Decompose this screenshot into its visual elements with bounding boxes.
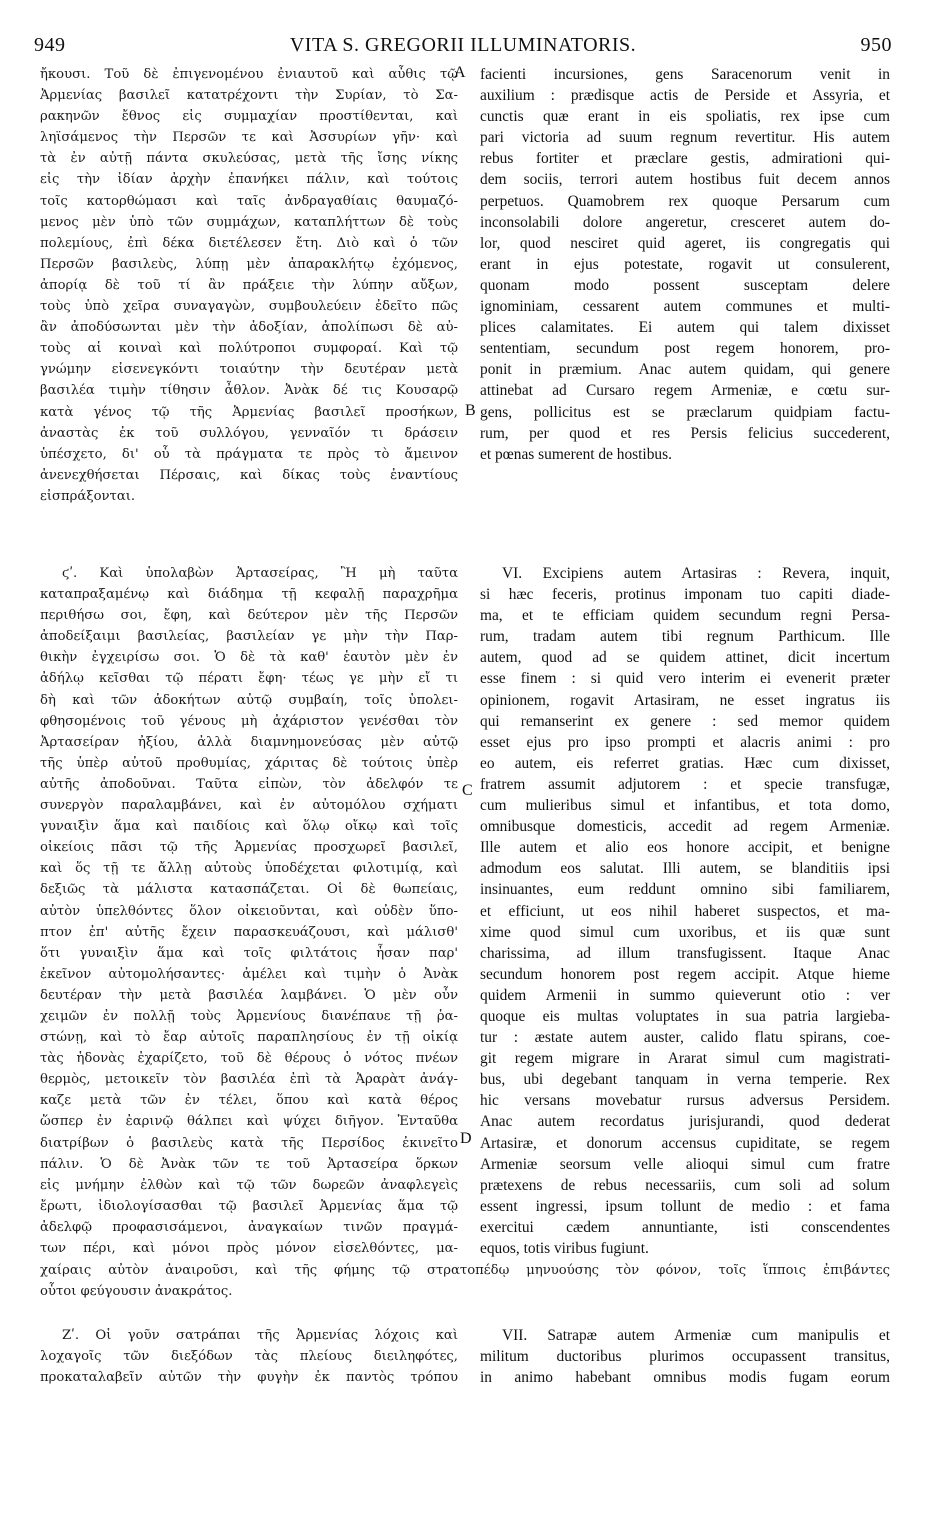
greek-line: εἰς τὴν ἰδίαν ἀρχὴν ἐπανήκει πάλιν, καὶ τούτοις — [40, 172, 458, 188]
latin-line: quidem Armenii in summo quieverunt otio : ver — [480, 986, 890, 1004]
margin-marker-c: C — [462, 782, 473, 799]
greek-line: δεξιῶς τὰ μάλιστα κατασπάζεται. Οἱ δὲ θωπείαις, — [40, 882, 458, 898]
greek-line: δὴ καὶ τῶν ἀδοκήτων αὐτῷ συμβαίη, τοῖς ὑπολει- — [40, 692, 458, 708]
latin-line: sententiam, secundum post regem honorem, pro- — [480, 340, 890, 358]
latin-line: xime quod simul cum uxoribus, et iis quæ sunt — [480, 923, 890, 941]
greek-line: Περσῶν βασιλεὺς, λύπῃ μὲν ἀπαρακλήτῳ ἐχόμενος, — [40, 256, 458, 272]
greek-line: ἀναστὰς ἐκ τοῦ συλλόγου, γενναῖόν τι δράσειν — [40, 425, 458, 441]
latin-line: opinionem, rogavit Artasiram, ne esset ingratus iis — [480, 691, 890, 709]
latin-line: attinebat ad Cursaro regem Armeniæ, e cœtu sur- — [480, 382, 890, 400]
greek-line: πτον ἐπ' αὐτῆς ἔχειν παρασκευάζουσι, καὶ μάλισθ' — [40, 924, 458, 940]
greek-line: κατὰ γένος τῷ τῆς Ἀρμενίας βασιλεῖ προσήκων, — [40, 404, 458, 420]
greek-line: δευτέραν τὴν μετὰ βασιλέα λαμβάνει. Ὁ μὲν οὖν — [40, 987, 458, 1003]
greek-line: χειμῶν ἐν πολλῇ τοὺς Ἀρμενίους διανέπαυε τῇ ῥα- — [40, 1008, 458, 1024]
greek-line: ὅτι γυναιξὶν ἅμα καὶ τοῖς φιλτάτοις ἦσαν παρ' — [40, 945, 458, 961]
greek-line: καταπραξαμένῳ καὶ διάδημα τῇ κεφαλῇ παραχρῆμα — [40, 587, 458, 603]
latin-text-block-3 — [480, 1325, 890, 1388]
greek-text-block-1 — [40, 64, 458, 507]
latin-line: secundum honorem post regem accipit. Atque hieme — [480, 965, 890, 983]
latin-line: Anac autem recordatus jurisjurandi, quod dederat — [480, 1113, 890, 1131]
latin-line: equos, totis viribus fugiunt. — [480, 1240, 649, 1257]
greek-line: Ἀρτασείραν ἠξίου, ἀλλὰ διαμνημονεύσας μὲν αὐτῷ — [40, 734, 458, 750]
greek-line: ἀνενεχθήσεται Πέρσαις, καὶ δίκας τοὺς ἐναντίους — [40, 467, 458, 483]
latin-text-block-1 — [480, 64, 890, 465]
greek-line: πάλιν. Ὁ δὲ Ἀνὰκ τῶν τε τοῦ Ἀρτασείρα ὅρκων — [40, 1156, 458, 1172]
latin-line: quoque eis multas voluptates in sua patria largieba- — [480, 1007, 890, 1025]
latin-line: essent ingressi, ipsum tollunt de medio : et fama — [480, 1197, 890, 1215]
latin-line: plices calamitates. Ei autem qui talem dixisset — [480, 319, 890, 337]
greek-line: πολεμίους, ἐπὶ δέκα διετέλεσεν ἔτη. Διὸ καὶ ὁ τῶν — [40, 235, 458, 251]
greek-line: Ζʹ. Οἱ γοῦν σατράπαι τῆς Ἀρμενίας λόχοις καὶ — [62, 1328, 458, 1343]
latin-line: lor, quod nesciret quid ageret, iis congregatis qui — [480, 234, 890, 252]
greek-line: ληϊσάμενος τὴν Περσῶν τε καὶ Ἀσσυρίων γῆν· καὶ — [40, 130, 458, 146]
latin-line: fratrem assumit adjutorem : et specie transfugæ, — [480, 775, 890, 793]
latin-line: rum, tradam autem tibi regnum Parthicum. Ille — [480, 628, 890, 646]
latin-line: admodum eos salutat. Illi autem, se blanditiis ipsi — [480, 860, 890, 878]
greek-line: τοῖς κατορθώμασι καὶ ταῖς ἀνδραγαθίαις θαυμαζό- — [40, 193, 458, 209]
latin-line: ponit in præmium. Anac autem quidam, qui genere — [480, 361, 890, 379]
greek-line: τὰ ἐν αὐτῇ πάντα σκυλεύσας, μετὰ τῆς ἴσης νίκης — [40, 151, 458, 167]
latin-line: dem sociis, terrori autem hostibus fuit decem annos — [480, 171, 890, 189]
latin-line: auxilium : prædisque actis de Perside et Assyria, et — [480, 87, 890, 105]
latin-line: omnibusque domesticis, accedit ad regem Armeniæ. — [480, 818, 890, 836]
latin-line: charissima, ad illum transfugissent. Itaque Anac — [480, 944, 890, 962]
greek-line: συνεργὸν παραλαμβάνει, καὶ ἐν αὐτομόλου σχήματι — [40, 798, 458, 814]
latin-line: ignominiam, cessarent autem communes et multi- — [480, 298, 890, 316]
greek-wide-line — [40, 1260, 890, 1302]
greek-text-block-3 — [40, 1325, 458, 1388]
greek-line: οἰκείοις πᾶσι τῷ τῆς Ἀρμενίας προσχωρεῖ βασιλεῖ, — [40, 840, 458, 856]
greek-line: θερμὸς, μετοικεῖν τὸν βασιλέα ἐπὶ τὰ Ἀραρὰτ ἀνάγ- — [40, 1072, 458, 1088]
latin-line: VI. Excipiens autem Artasiras : Revera, inquit, — [502, 565, 890, 582]
greek-line: γνώμην εἰσενεγκόντι τοιαύτην τὴν δευτέραν μετὰ — [40, 362, 458, 378]
latin-line: bus, ubi degebant tanquam in verna temperie. Rex — [480, 1071, 890, 1089]
greek-line: περιθήσω σοι, ἔφη, καὶ δεύτερον μὲν τῆς Περσῶν — [40, 608, 458, 624]
latin-line: inconsolabili dolore angeretur, cresceret autem do- — [480, 213, 890, 231]
page-header — [30, 34, 896, 60]
greek-text-block-2 — [40, 563, 458, 1259]
margin-marker-d: D — [460, 1130, 472, 1147]
latin-line: pari victoria ad suum regnum revertitur. His autem — [480, 129, 890, 147]
latin-line: esse finem : si quid vero interim ei evenerit præter — [480, 670, 890, 688]
latin-line: VII. Satrapæ autem Armeniæ cum manipulis et — [502, 1327, 890, 1344]
greek-line: αὐτῆς ἀποδοῦναι. Ταῦτα εἰπὼν, τὸν ἀδελφόν τε — [40, 776, 458, 792]
page-number-right: 950 — [860, 34, 892, 56]
greek-line: οὗτοι φεύγουσιν ἀνακράτος. — [40, 1284, 233, 1300]
greek-line: ἀποδείξαιμι βασιλείας, βασιλείαν γε μὴν τὴν Παρ- — [40, 629, 458, 645]
latin-line: esset ejus pro ipso prompti et alacris animi : pro — [480, 733, 890, 751]
latin-line: facienti incursiones, gens Saracenorum venit in — [480, 66, 890, 83]
greek-line: τῆς ὑπὲρ αὐτοῦ προθυμίας, χάριτας δὲ τούτοις ὑπὲρ — [40, 755, 458, 771]
margin-marker-a: A — [454, 64, 466, 81]
latin-line: et efficiunt, ut eos nihil haberet suspectos, et ma- — [480, 902, 890, 920]
greek-line: ρακηνῶν ἔθνος εἰς συμμαχίαν προστίθενται, καὶ — [40, 109, 458, 125]
latin-line: rebus fortiter et præclare gestis, admirationi qui- — [480, 150, 890, 168]
latin-text-block-2 — [480, 563, 890, 1259]
greek-line: τὰς ἡδονὰς ἐχαρίζετο, τοῦ δὲ θέρους ὁ νότος πνέων — [40, 1051, 458, 1067]
greek-line: των πέρι, καὶ μόνοι πρὸς μόνον εἰσελθόντες, μα- — [40, 1241, 458, 1256]
latin-line: Ille autem et alio eos honore accipit, et benigne — [480, 839, 890, 857]
latin-line: militum ductoribus plurimos occupassent transitus, — [480, 1348, 890, 1366]
greek-line: γυναιξὶν ἅμα καὶ παιδίοις καὶ ὅλῳ οἴκῳ καὶ τοῖς — [40, 819, 458, 835]
greek-line: ἐκεῖνον αὐτομολήσαντες· ἀμέλει καὶ τιμὴν ὁ Ἀνὰκ — [40, 966, 458, 982]
greek-line: διατρίβων ὁ βασιλεὺς κατὰ τῆς Περσίδος ἐκινεῖτο — [40, 1135, 458, 1151]
latin-line: autem, quod ad se quidem attinet, dicit incertum — [480, 649, 890, 667]
greek-line: ἀδελφῷ προφασισάμενοι, ἀναγκαίων τινῶν πραγμά- — [40, 1219, 458, 1235]
greek-line: μενος μὲν ὑπὸ τῶν συμμάχων, καταπλήττων δὲ τοὺς — [40, 214, 458, 230]
latin-line: qui remanserint ex genere : sed memor quidem — [480, 712, 890, 730]
greek-line: προκαταλαβεῖν αὐτῶν τὴν φυγὴν ἐκ παντὸς τρόπου — [40, 1370, 458, 1386]
latin-line: ma, et te efficiam quidem secundum regni Persa- — [480, 607, 890, 625]
latin-line: in animo habebant omnibus modis fugam eorum — [480, 1369, 890, 1387]
greek-line: ὥσπερ ἐν ἐαρινῷ θάλπει καὶ ψύχει διῆγον. Ἐνταῦθα — [40, 1114, 458, 1130]
greek-line: ϛʹ. Καὶ ὑπολαβὼν Ἀρτασείρας, Ἢ μὴ ταῦτα — [62, 566, 458, 581]
greek-line: ἤκουσι. Τοῦ δὲ ἐπιγενομένου ἐνιαυτοῦ καὶ αὖθις τῷ — [40, 67, 458, 82]
greek-line: θικὴν ἐγχειρίσω σοι. Ὁ δὲ τὰ καθ' ἑαυτὸν μὲν ἐν — [40, 650, 458, 666]
greek-line: βασιλέα τιμὴν τίθησιν ἆθλον. Ἀνὰκ δέ τις Κουσαρῷ — [40, 383, 458, 399]
greek-line: χαίραις αὐτὸν ἀναιροῦσι, καὶ τῆς φήμης τῷ στρατοπέδῳ μηνυούσης τὸν φόνον, τοῖς ἵπποις ἐπιβάντες — [40, 1263, 890, 1278]
greek-line: ἀπορίᾳ δὲ τοῦ τί ἂν πράξειε τὴν λύπην αὔξων, — [40, 277, 458, 293]
greek-line: Ἀρμενίας βασιλεῖ κατατρέχοντι τὴν Συρίαν, τὸ Σα- — [40, 88, 458, 104]
latin-line: prætexens de rebus necessariis, cum soli ad solum — [480, 1176, 890, 1194]
margin-marker-b: B — [465, 402, 476, 419]
latin-line: cunctis quæ erant in eis spoliatis, rex ipse cum — [480, 108, 890, 126]
latin-line: quonam modo possent susceptam delere — [480, 276, 890, 294]
greek-line: εἰσπράξονται. — [40, 488, 136, 504]
greek-line: λοχαγοῖς τῶν διεξόδων τὰς πλείους διειληφότες, — [40, 1349, 458, 1365]
latin-line: Artasiræ, et donorum accensus cupiditate, se regem — [480, 1134, 890, 1152]
greek-line: τοὺς ὑπὸ χεῖρα συναγαγὼν, συμβουλεύειν ἐδεῖτο πῶς — [40, 299, 458, 315]
greek-line: ἂν ἀποδύσωνται μὲν τὴν ἀδοξίαν, ἀπολίπωσι δὲ αὐ- — [40, 320, 458, 336]
latin-line: tur : æstate autem auster, calido flatu spirans, coe- — [480, 1029, 890, 1047]
latin-line: et pœnas sumerent de hostibus. — [480, 445, 672, 463]
latin-line: gens, pollicitus est se præclarum quidpiam factu- — [480, 403, 890, 421]
greek-line: ἀδήλῳ κεῖσθαι τῷ πέρατι ἔφη· τέως γε μὴν εἴ τι — [40, 671, 458, 687]
latin-line: insinuantes, eum reddunt omnino sibi familiarem, — [480, 881, 890, 899]
greek-line: καζε μετὰ τῶν ἐν τέλει, ὅπου καὶ κατὰ θέρος — [40, 1093, 458, 1109]
greek-line: καὶ ὅς τῇ τε ἄλλῃ αὐτοὺς ὑποδέχεται φιλοτιμίᾳ, καὶ — [40, 861, 458, 877]
greek-line: στώνῃ, καὶ τὸ ἔαρ αὐτοῖς παραπλησίους ἐν τῇ οἰκίᾳ — [40, 1030, 458, 1046]
greek-line: φθησομένοις τοῦ γένους μὴ ἀχάριστον γενέσθαι τὸν — [40, 713, 458, 729]
latin-line: perpetuos. Quamobrem rex quoque Persarum cum — [480, 192, 890, 210]
greek-line: αὐτὸν ὑπελθόντες ὅλον οἰκειοῦνται, καὶ οὐδὲν ὕπο- — [40, 903, 458, 919]
greek-line: τοὺς αἱ κοιναὶ καὶ πολύτροποι συμφοραί. Καὶ τῷ — [40, 341, 458, 357]
latin-line: git regem migrare in Ararat simul cum magistrati- — [480, 1050, 890, 1068]
latin-line: cum mulieribus simul et infantibus, et tota domo, — [480, 797, 890, 815]
page-number-left: 949 — [34, 34, 66, 56]
latin-line: Armeniæ seorsum velle alioqui simul cum fratre — [480, 1155, 890, 1173]
latin-line: rum, per quod et res Persis felicius succederent, — [480, 424, 890, 442]
greek-line: ὑπέσχετο, δι' οὗ τὰ πράγματα τε πρὸς τὸ ἄμεινον — [40, 446, 458, 462]
greek-line: ἔρωτι, ἰδιολογίσασθαι τῷ βασιλεῖ Ἀρμενίας ἅμα τῷ — [40, 1198, 458, 1214]
latin-line: eo autem, eis referret gratias. Hæc cum dixisset, — [480, 754, 890, 772]
latin-line: si hæc feceris, protinus imponam tuo capiti diade- — [480, 586, 890, 604]
latin-line: exercitui cædem annuntiante, isti conscendentes — [480, 1218, 890, 1236]
running-title: VITA S. GREGORII ILLUMINATORIS. — [289, 34, 637, 56]
greek-line: εἰς μνήμην ἐλθὼν καὶ τῷ τῶν δωρεῶν ἀναφλεγεὶς — [40, 1177, 458, 1193]
latin-line: hic versans movebatur rursus adversus Persidem. — [480, 1092, 890, 1110]
latin-line: erant in ejus potestate, rogavit ut consulerent, — [480, 255, 890, 273]
